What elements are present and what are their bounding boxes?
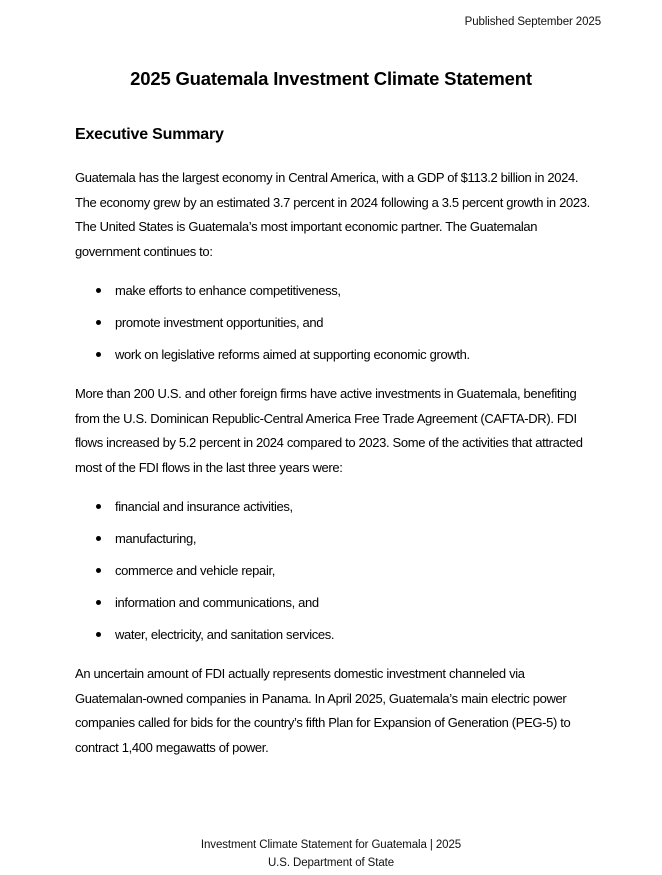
- bullet-icon: [96, 568, 101, 573]
- paragraph-line: Guatemala has the largest economy in Central America, with a GDP of $113.2 billion in 2024.: [75, 170, 579, 185]
- list-item-text: water, electricity, and sanitation services.: [115, 627, 335, 642]
- list-item: [75, 491, 334, 523]
- list-item: [75, 307, 470, 339]
- bullet-icon: [96, 632, 101, 637]
- bullet-icon: [96, 536, 101, 541]
- list-item: [75, 555, 334, 587]
- bullet-icon: [96, 320, 101, 325]
- paragraph-line: contract 1,400 megawatts of power.: [75, 740, 269, 756]
- published-date: Published September 2025: [464, 16, 601, 28]
- list-item-text: financial and insurance activities,: [115, 499, 293, 514]
- footer-statement-title: Investment Climate Statement for Guatemala | 2025: [200, 839, 462, 851]
- list-item-text: commerce and vehicle repair,: [115, 563, 276, 578]
- paragraph-line: from the U.S. Dominican Republic-Central America Free Trade Agreement (CAFTA-DR). FDI: [75, 410, 577, 426]
- list-item-text: work on legislative reforms aimed at supporting economic growth.: [115, 347, 470, 362]
- paragraph-line: government continues to:: [75, 244, 213, 260]
- list-item-text: manufacturing,: [115, 531, 197, 546]
- list-item: [75, 619, 334, 651]
- paragraph-line: Guatemalan-owned companies in Panama. In April 2025, Guatemala’s main electric power: [75, 690, 567, 706]
- fdi-activities-list: [75, 491, 334, 651]
- paragraph-domestic-investment: [75, 662, 615, 761]
- paragraph-economy-overview: [75, 166, 615, 265]
- list-item-text: promote investment opportunities, and: [115, 315, 324, 330]
- bullet-icon: [96, 288, 101, 293]
- list-item: [75, 587, 334, 619]
- list-item: [75, 339, 470, 371]
- bullet-icon: [96, 352, 101, 357]
- paragraph-line: The economy grew by an estimated 3.7 percent in 2024 following a 3.5 percent growth in 2023.: [75, 194, 590, 210]
- document-title: 2025 Guatemala Investment Climate Statement: [130, 68, 532, 89]
- bullet-icon: [96, 504, 101, 509]
- list-item: [75, 523, 334, 555]
- paragraph-line: An uncertain amount of FDI actually represents domestic investment channeled via: [75, 666, 525, 681]
- government-actions-list: [75, 275, 470, 371]
- paragraph-line: The United States is Guatemala’s most important economic partner. The Guatemalan: [75, 219, 538, 235]
- footer-department: U.S. Department of State: [267, 857, 395, 869]
- paragraph-line: companies called for bids for the country’s fifth Plan for Expansion of Generation (PEG-5) to: [75, 715, 571, 731]
- list-item-text: information and communications, and: [115, 595, 319, 610]
- list-item-text: make efforts to enhance competitiveness,: [115, 283, 341, 298]
- section-heading-executive-summary: Executive Summary: [75, 126, 224, 143]
- list-item: [75, 275, 470, 307]
- paragraph-line: More than 200 U.S. and other foreign firms have active investments in Guatemala, benefiting: [75, 386, 577, 401]
- paragraph-line: most of the FDI flows in the last three years were:: [75, 460, 343, 476]
- paragraph-fdi-overview: [75, 382, 615, 481]
- bullet-icon: [96, 600, 101, 605]
- paragraph-line: flows increased by 5.2 percent in 2024 compared to 2023. Some of the activities that attracted: [75, 435, 583, 451]
